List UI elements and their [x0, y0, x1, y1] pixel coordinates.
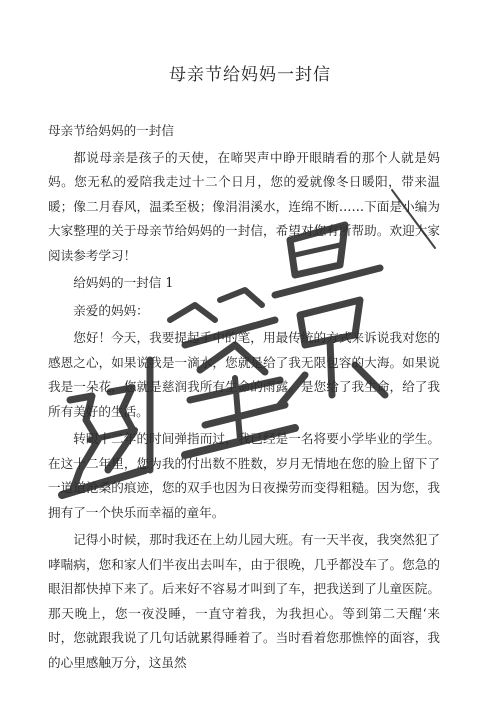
document-subtitle: 母亲节给妈妈的一封信 [48, 123, 174, 138]
body-paragraph-2: 转眼十二年的时间弹指而过，我已经是一名将要小学毕业的学生。在这十二年里，您为我的付出数不胜数，岁月无情地在您的脸上留下了一道道沧桑的痕迹，您的双手也因为日夜操劳而变得粗糙。因为您，我拥有了一个快乐而幸福的童年。 [48, 431, 440, 520]
document-title: 母亲节给妈妈一封信 [169, 65, 331, 85]
body-paragraph-3: 记得小时候，那时我还在上幼儿园大班。有一天半夜，我突然犯了哮喘病，您和家人们半夜出去叫车，由于很晚，几乎都没车了。您急的眼泪都快掉下来了。后来好不容易才叫到了车，把我送到了儿童医院。那天晚上，您一夜没睡，一直守着我，为我担心。等到第二天醒‘来时，您就跟我说了几句话就累得睡着了。当时看着您那憔悴的面容，我的心里感触万分，这虽然 [48, 532, 440, 670]
letter-heading: 给妈妈的一封信 1 [73, 275, 174, 290]
intro-paragraph: 都说母亲是孩子的天使，在啼哭声中睁开眼睛看的那个人就是妈妈。您无私的爱陪我走过十二个日月，您的爱就像冬日暖阳，带来温暖；像二月春风，温柔至极；像涓涓溪水，连绵不断……下面是小编为大家整理的关于母亲节给妈妈的一封信，希望对您有所帮助。欢迎大家阅读参考学习！ [48, 149, 440, 263]
document-body [48, 119, 440, 678]
body-paragraph-1: 您好！今天，我要提起手中的笔，用最传统的方式来诉说我对您的感恩之心，如果说我是一滴水，您就是给了我无限包容的大海。如果说我是一朵花，您就是慈润我所有生命的雨露。是您给了我生命，给了我所有美好的生活。 [48, 330, 440, 419]
letter-salutation: 亲爱的妈妈： [73, 302, 149, 318]
